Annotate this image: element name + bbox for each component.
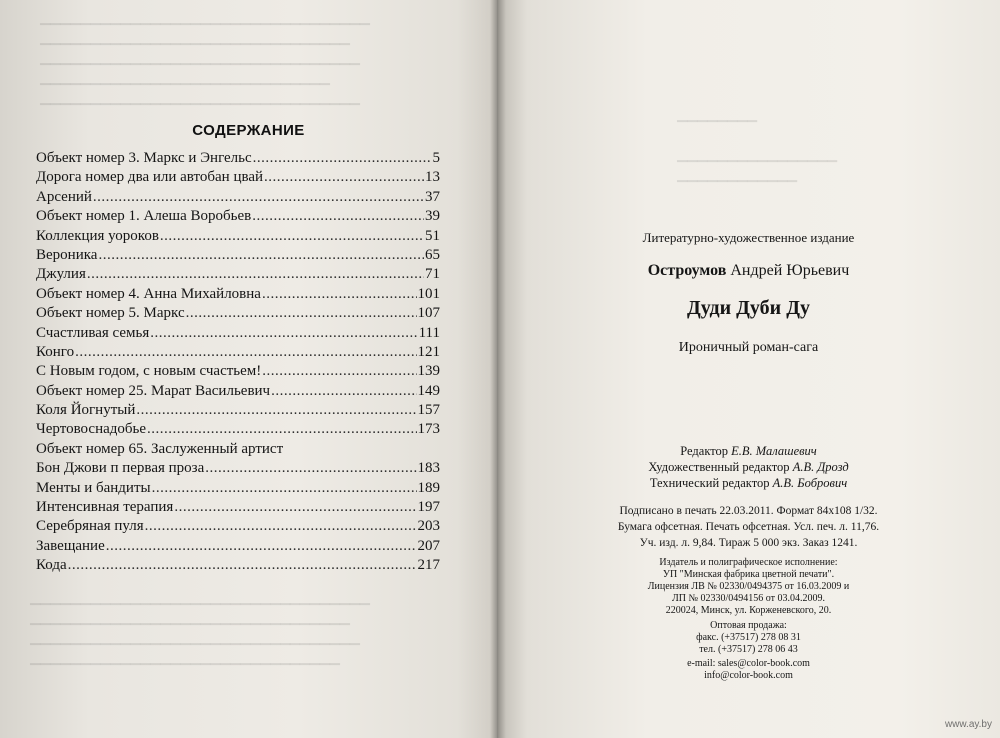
toc-entry [36,421,440,440]
toc-leader-dots [186,305,417,322]
email-line: info@color-book.com [704,670,793,681]
toc-entry-page: 197 [417,499,440,516]
toc-entry-page: 157 [417,402,440,419]
author-surname: Остроумов [647,262,727,279]
toc-leader-dots [145,518,417,535]
toc-leader-dots [262,363,416,380]
credit-line: Технический редактор А.В. Бобрович [649,476,848,490]
toc-entry-title: Чертовоснадобье [36,421,147,438]
toc-entry [36,363,440,382]
sales-block [497,620,1000,656]
sales-line: факс. (+37517) 278 08 31 [696,632,801,643]
email-line: e-mail: sales@color-book.com [687,658,810,669]
bleed-through-text: ▁▁▁▁▁▁▁▁▁▁▁▁▁▁▁▁▁▁▁▁▁▁▁▁▁▁▁▁▁▁▁▁▁ ▁▁▁▁▁▁▁▁▁▁▁▁▁▁▁▁▁▁▁▁▁▁▁▁▁▁▁▁▁▁▁ ▁▁▁▁▁▁▁▁▁▁▁▁▁▁▁▁▁▁▁▁▁▁▁▁▁▁▁▁▁▁▁▁ ▁▁▁▁▁▁▁▁▁▁▁▁▁▁▁▁▁▁▁▁▁▁▁▁▁▁▁▁▁ ▁▁▁▁▁▁▁▁▁▁▁▁▁▁▁▁▁▁▁▁▁▁▁▁▁▁▁▁▁▁▁▁ [40,10,370,105]
toc-entry-page: 189 [417,479,440,496]
publisher-line: Лицензия ЛВ № 02330/0494375 от 16.03.2009 и [647,581,850,592]
toc-leader-dots [174,499,416,516]
toc-entry [36,208,440,227]
sales-line: тел. (+37517) 278 06 43 [699,644,798,655]
toc-leader-dots [93,189,424,206]
toc-entry-page: 183 [417,460,440,477]
toc-heading: СОДЕРЖАНИЕ [192,122,305,139]
toc-entry-title: Завещание [36,537,105,554]
toc-entry-title: Объект номер 5. Маркс [36,305,185,322]
toc-entry-page: 51 [425,227,440,244]
toc-entry-page: 203 [417,518,440,535]
toc-entry-page: 101 [417,285,440,302]
toc-entry-title: Джулия [36,266,86,283]
publisher-line: УП "Минская фабрика цветной печати". [662,569,835,580]
toc-entry-title: Счастливая семья [36,324,150,341]
toc-entry-title: Бон Джови п первая проза [36,460,205,477]
credits-block [497,443,1000,491]
toc-entry-title: Дорога номер два или автобан цвай [36,169,264,186]
print-info-block [497,503,1000,551]
toc-entry [36,460,440,479]
toc-entry-page: 173 [417,421,440,438]
bleed-through-text: ▁▁▁▁▁▁▁▁ ▁▁▁▁▁▁▁▁▁▁▁▁▁▁▁▁ ▁▁▁▁▁▁▁▁▁▁▁▁ [677,107,837,182]
toc-entry [36,538,440,557]
toc-entry-page: 107 [417,305,440,322]
print-info-line: Уч. изд. л. 9,84. Тираж 5 000 экз. Заказ 1241. [639,537,858,549]
sales-line: Оптовая продажа: [710,620,787,631]
edition-type: Литературно-художественное издание [642,230,855,245]
toc-leader-dots [253,150,432,167]
toc-entry-title: Коллекция уороков [36,227,159,244]
toc-leader-dots [136,402,416,419]
toc-leader-dots [160,228,424,245]
toc-leader-dots [264,169,424,186]
publisher-line: ЛП № 02330/0494156 от 03.04.2009. [671,593,826,604]
toc-leader-dots [152,480,417,497]
toc-entry-page: 71 [425,266,440,283]
publisher-line: 220024, Минск, ул. Корженевского, 20. [665,605,832,616]
toc-entry [36,228,440,247]
watermark: www.ay.by [944,719,992,730]
toc-entry-title: Объект номер 65. Заслуженный артист [36,440,284,457]
toc-entry [36,150,440,169]
toc-entry-page: 65 [425,246,440,263]
toc-entry [36,402,440,421]
toc-entry-page: 37 [425,188,440,205]
toc-entry-title: Арсений [36,188,92,205]
toc-entry-page: 121 [417,343,440,360]
toc-entry [36,441,440,460]
toc-entry-title: Конго [36,343,75,360]
toc-leader-dots [98,247,424,264]
toc-entry-title: Объект номер 3. Маркс и Энгельс [36,150,252,166]
toc-entry [36,189,440,208]
toc-entry [36,499,440,518]
toc-entry [36,325,440,344]
toc-entry-page: 13 [425,169,440,186]
toc-entry-page: 5 [432,150,440,166]
toc-entry [36,344,440,363]
toc-leader-dots [271,383,416,400]
book-subtitle: Ироничный роман-сага [678,340,819,355]
toc-entry-title: Объект номер 1. Алеша Воробьев [36,208,252,225]
toc-leader-dots [106,538,417,555]
author-line [497,262,1000,280]
toc-leader-dots [68,557,417,574]
print-info-line: Бумага офсетная. Печать офсетная. Усл. печ. л. 11,76. [617,521,880,533]
toc-entry-title: Вероника [36,246,98,263]
toc-leader-dots [252,208,424,225]
credit-line: Редактор Е.В. Малашевич [680,444,817,458]
toc-entry [36,480,440,499]
toc-entry [36,286,440,305]
toc-entry-title: Интенсивная терапия [36,499,174,516]
toc-entry [36,518,440,537]
toc-entry-title: Объект номер 4. Анна Михайловна [36,285,261,302]
toc-entry-title: Коля Йогнутый [36,402,136,419]
left-page [0,0,497,738]
toc-entry-title: Серебряная пуля [36,518,144,535]
toc-entry-page: 217 [417,557,440,574]
toc-entry [36,266,440,285]
toc-entry-title: Кода [36,557,67,574]
bleed-through-text: ▁▁▁▁▁▁▁▁▁▁▁▁▁▁▁▁▁▁▁▁▁▁▁▁▁▁▁▁▁▁▁▁▁▁ ▁▁▁▁▁▁▁▁▁▁▁▁▁▁▁▁▁▁▁▁▁▁▁▁▁▁▁▁▁▁▁▁ ▁▁▁▁▁▁▁▁▁▁▁▁▁▁▁▁▁▁▁▁▁▁▁▁▁▁▁▁▁▁▁▁▁ ▁▁▁▁▁▁▁▁▁▁▁▁▁▁▁▁▁▁▁▁▁▁▁▁▁▁▁▁▁▁▁ [30,590,370,665]
toc-leader-dots [150,325,417,342]
toc-entry [36,557,440,576]
book-title: Дуди Дуби Ду [687,297,810,319]
toc-entry [36,247,440,266]
credit-line: Художественный редактор А.В. Дрозд [648,460,849,474]
author-name: Андрей Юрьевич [730,262,850,279]
publisher-block [497,557,1000,617]
toc-leader-dots [262,286,417,303]
email-block [497,658,1000,682]
toc-entry [36,305,440,324]
table-of-contents [36,150,440,577]
toc-entry [36,169,440,188]
toc-entry-page: 139 [417,363,440,380]
toc-leader-dots [87,266,424,283]
publisher-line: Издатель и полиграфическое исполнение: [659,557,838,568]
toc-entry [36,383,440,402]
toc-entry-title: Менты и бандиты [36,479,151,496]
toc-entry-page: 149 [417,382,440,399]
toc-entry-page: 207 [417,537,440,554]
toc-leader-dots [205,460,416,477]
toc-entry-title: С Новым годом, с новым счастьем! [36,363,262,380]
toc-leader-dots [75,344,416,361]
toc-entry-page: 39 [425,208,440,225]
toc-entry-title: Объект номер 25. Марат Васильевич [36,382,271,399]
print-info-line: Подписано в печать 22.03.2011. Формат 84х108 1/32. [619,505,878,517]
toc-entry-page: 111 [418,324,440,341]
toc-leader-dots [147,421,416,438]
